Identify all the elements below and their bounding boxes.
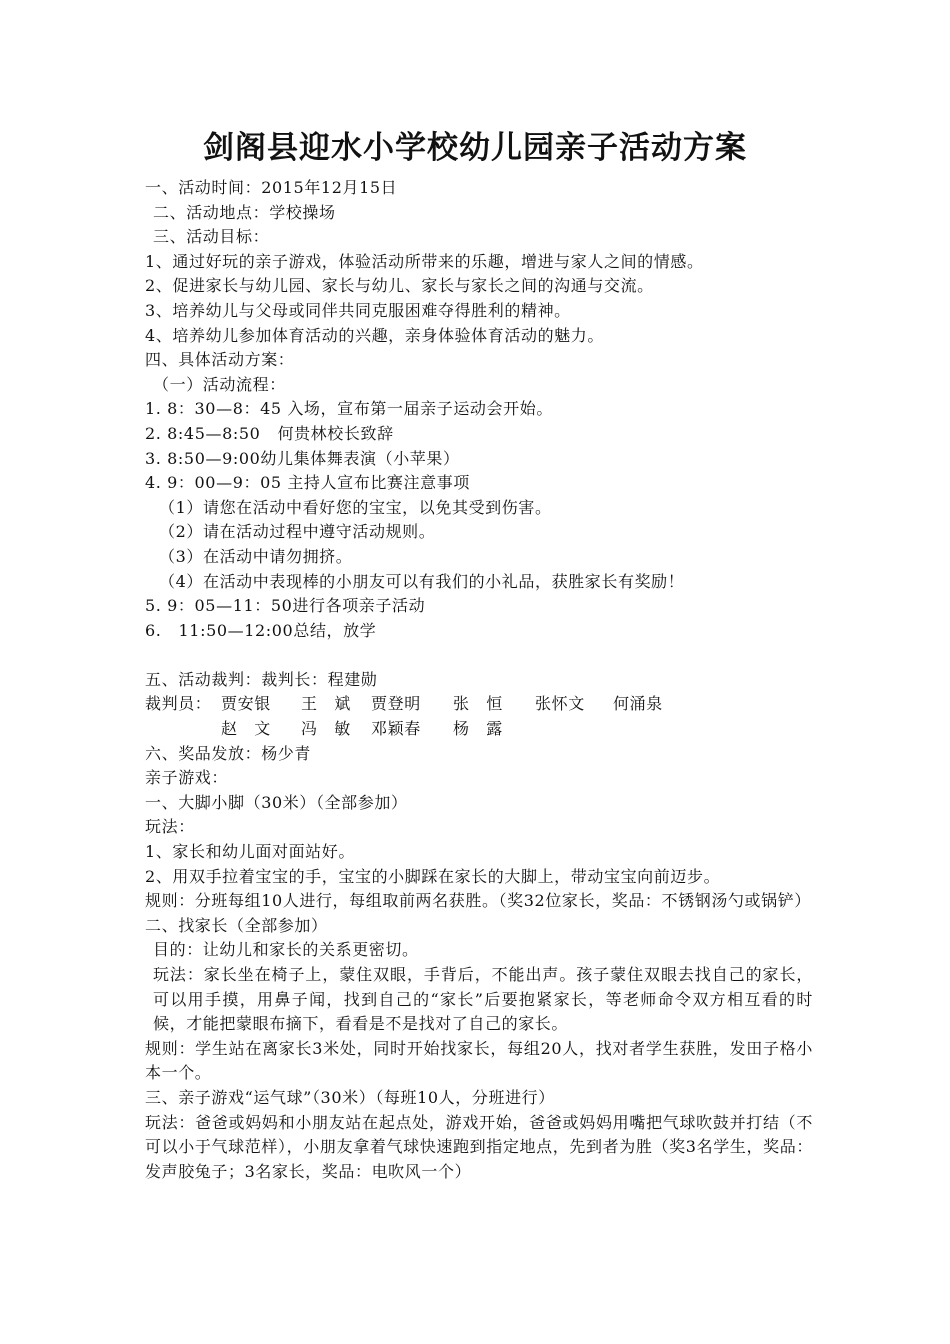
games-heading: 亲子游戏： (145, 768, 229, 788)
subsection-flow-heading: （一）活动流程： (153, 374, 286, 394)
game-2-heading: 二、找家长（全部参加） (145, 915, 328, 935)
goal-item: 3、培养幼儿与父母或同伴共同克服困难夺得胜利的精神。 (145, 300, 571, 320)
section-plan-heading: 四、具体活动方案： (145, 350, 295, 370)
flow-item: 1. 8：30—8：45 入场，宣布第一届亲子运动会开始。 (145, 399, 553, 419)
judge-name: 贾登明 (371, 694, 421, 714)
judges-row-2 (145, 717, 813, 742)
notice-item: （4）在活动中表现棒的小朋友可以有我们的小礼品，获胜家长有奖励！ (159, 571, 685, 591)
section-referee-heading: 五、活动裁判：裁判长：程建勋 (145, 669, 378, 689)
flow-item: 5. 9：05—11：50进行各项亲子活动 (145, 596, 426, 616)
section-time: 一、活动时间：2015年12月15日 (145, 178, 398, 197)
flow-item: 4. 9：00—9：05 主持人宣布比赛注意事项 (145, 473, 470, 493)
judges-row-1 (145, 692, 813, 717)
game-2-purpose: 目的：让幼儿和家长的关系更密切。 (153, 940, 419, 960)
notice-item: （1）请您在活动中看好您的宝宝，以免其受到伤害。 (159, 497, 552, 517)
game-1-heading: 一、大脚小脚（30米）（全部参加） (145, 792, 408, 812)
judge-name: 王 斌 (301, 694, 351, 714)
judge-name: 张 恒 (453, 694, 503, 714)
notice-item: （3）在活动中请勿拥挤。 (159, 546, 353, 566)
game-1-rule: 规则：分班每组10人进行，每组取前两名获胜。（奖32位家长，奖品：不锈钢汤勺或锅铲） (145, 891, 811, 911)
judge-name: 贾安银 (221, 694, 271, 714)
judge-name: 杨 露 (453, 719, 503, 739)
section-place: 二、活动地点：学校操场 (153, 202, 336, 222)
notice-item: （2）请在活动过程中遵守活动规则。 (159, 522, 436, 542)
goal-item: 4、培养幼儿参加体育活动的兴趣，亲身体验体育活动的魅力。 (145, 325, 604, 345)
judge-name: 赵 文 (221, 719, 271, 739)
judge-name: 张怀文 (535, 694, 585, 714)
flow-item: 2. 8:45—8:50 何贵林校长致辞 (145, 423, 394, 443)
game-1-step: 2、用双手拉着宝宝的手，宝宝的小脚踩在家长的大脚上，带动宝宝向前迈步。 (145, 866, 721, 886)
judge-name: 冯 敏 (301, 719, 351, 739)
document-body (145, 176, 813, 1184)
blank-line (145, 643, 813, 668)
flow-item: 3. 8:50—9:00幼儿集体舞表演（小苹果） (145, 448, 460, 468)
game-3-play: 玩法：爸爸或妈妈和小朋友站在起点处，游戏开始，爸爸或妈妈用嘴把气球吹鼓并打结（不可以小于气球范样），小朋友拿着气球快速跑到指定地点，先到者为胜（奖3名学生，奖品：发声胶兔子；3名家长，奖品：电吹风一个） (145, 1112, 813, 1181)
flow-item: 6. 11:50—12:00总结，放学 (145, 620, 377, 640)
game-3-heading: 三、亲子游戏“运气球”（30米）（每班10人，分班进行） (145, 1087, 555, 1107)
judges-label: 裁判员： (145, 694, 212, 714)
judge-name: 何涌泉 (613, 694, 663, 714)
game-1-play-label: 玩法： (145, 817, 195, 837)
goal-item: 1、通过好玩的亲子游戏，体验活动所带来的乐趣，增进与家人之间的情感。 (145, 251, 704, 271)
section-prizes: 六、奖品发放：杨少青 (145, 743, 312, 763)
goal-item: 2、促进家长与幼儿园、家长与幼儿、家长与家长之间的沟通与交流。 (145, 276, 654, 296)
game-1-step: 1、家长和幼儿面对面站好。 (145, 842, 355, 862)
judge-name: 邓颖春 (371, 719, 421, 739)
document-title: 剑阁县迎水小学校幼儿园亲子活动方案 (203, 130, 747, 166)
game-2-rule: 规则：学生站在离家长3米处，同时开始找家长，每组20人，找对者学生获胜，发田子格小本一个。 (145, 1038, 813, 1083)
section-goals-heading: 三、活动目标： (153, 227, 270, 247)
game-2-play: 玩法：家长坐在椅子上，蒙住双眼，手背后，不能出声。孩子蒙住双眼去找自己的家长，可以用手摸，用鼻子闻，找到自己的“家长”后要抱紧家长，等老师命令双方相互看的时候，才能把蒙眼布摘下，看看是不是找对了自己的家长。 (153, 965, 813, 1034)
